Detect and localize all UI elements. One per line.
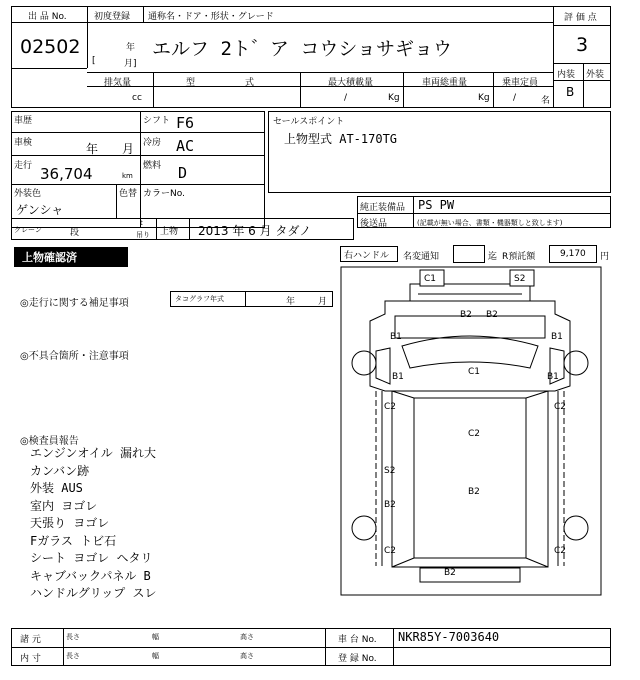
damage-mark: C2 (554, 402, 567, 412)
inspection-label: 車検 (14, 138, 33, 148)
defects-title: ◎不具合箇所・注意事項 (20, 351, 129, 362)
body-value: 2013 年 6 月 タダノ (198, 224, 312, 238)
recycle-label: R預託額 (502, 252, 536, 262)
spec-length-label: 長さ (66, 633, 80, 641)
spec-label: 諸 元 (20, 635, 41, 645)
ac-value: AC (176, 137, 195, 155)
body-label: 上物 (160, 227, 179, 237)
reg-month-unit: 月] (124, 59, 137, 69)
crane-ton: t (140, 219, 143, 227)
inspector-note: カンバン跡 (30, 463, 90, 478)
spec-width-label: 幅 (152, 633, 159, 641)
interior-length-label: 長さ (66, 652, 80, 660)
history-label: 車歴 (14, 116, 33, 126)
max-load-kg: Kg (388, 93, 400, 103)
tachograph-label: タコグラフ年式 (175, 295, 224, 303)
registration-label: 登 録 No. (338, 654, 377, 664)
vehicle-name-label: 通称名・ドア・形状・グレード (148, 12, 274, 22)
capacity-unit: 名 (541, 96, 551, 106)
chassis-label: 車 台 No. (338, 635, 377, 645)
driving-notes-title: ◎走行に関する補足事項 (20, 298, 129, 309)
body-confirmed-banner: 上物確認済 (14, 247, 128, 267)
ext-color-value: ゲンシャ (16, 203, 64, 217)
damage-mark: B1 (551, 332, 563, 342)
shift-value: F6 (176, 114, 195, 132)
interior-grade-label: 内装 (557, 70, 576, 80)
interior-grade: B (566, 85, 575, 99)
equipment-value: PS PW (418, 198, 455, 212)
ext-color-label: 外装色 (14, 189, 42, 199)
damage-mark: C2 (384, 402, 397, 412)
ac-label: 冷房 (143, 138, 162, 148)
inspector-note: キャブバックパネル B (30, 568, 151, 583)
mileage-label: 走行 (14, 161, 33, 171)
interior-height-label: 高さ (240, 652, 254, 660)
crane-label: クレーン (14, 226, 42, 234)
inspector-note: 天張り ヨゴレ (30, 516, 110, 530)
crane-stage: 段 (70, 228, 80, 238)
lot-number: 02502 (20, 36, 81, 58)
reg-month-open: [ (92, 56, 96, 66)
inspector-note: Fガラス トビ石 (30, 533, 117, 548)
tachograph-month: 月 (318, 297, 328, 307)
exterior-grade-label: 外装 (586, 70, 605, 80)
interior-dim-label: 内 寸 (20, 654, 41, 664)
inspector-note: エンジンオイル 漏れ大 (30, 446, 157, 460)
shift-label: シフト (143, 116, 171, 126)
damage-mark: B2 (486, 310, 498, 320)
aftermarket-note: (記載が無い場合、書類・機器類しと致します) (417, 219, 563, 227)
fuel-label: 燃料 (143, 161, 162, 171)
vehicle-name: エルフ 2ト゛ア コウショサギョウ (152, 38, 452, 60)
damage-mark: B1 (547, 372, 559, 382)
damage-mark: B2 (460, 310, 472, 320)
name-change-label: 名変通知 (403, 252, 440, 262)
steering-label: 右ハンドル (344, 251, 390, 261)
damage-mark: C1 (424, 274, 437, 284)
interior-width-label: 幅 (152, 652, 159, 660)
damage-mark: B1 (392, 372, 404, 382)
inspector-title: ◎検査員報告 (20, 436, 79, 447)
capacity-slash: / (513, 93, 517, 103)
inspection-year: 年 (86, 142, 99, 156)
capacity-label: 乗車定員 (502, 78, 539, 88)
damage-mark: B2 (384, 500, 396, 510)
gross-weight-kg: Kg (478, 93, 490, 103)
color-no-label: カラーNo. (143, 189, 185, 199)
name-change-date-box (453, 245, 485, 263)
lot-label: 出 品 No. (28, 12, 67, 22)
displacement-unit: cc (132, 93, 142, 103)
damage-mark: B2 (468, 487, 480, 497)
recycle-value: 9,170 (560, 249, 586, 259)
damage-mark: B2 (444, 568, 456, 578)
inspector-note: 室内 ヨゴレ (30, 498, 98, 513)
first-registration-label: 初度登録 (94, 12, 131, 22)
vehicle-damage-diagram (340, 266, 602, 596)
inspector-note: シート ヨゴレ ヘタリ (30, 551, 153, 565)
aftermarket-label: 後送品 (360, 219, 388, 229)
equipment-label: 純正装備品 (360, 203, 406, 213)
inspector-note: ハンドルグリップ スレ (30, 586, 157, 600)
color-change-label: 色替 (119, 189, 138, 199)
max-load-label: 最大積載量 (328, 78, 374, 88)
damage-mark: C2 (554, 546, 567, 556)
max-load-slash: / (344, 93, 348, 103)
inspector-note: 外装 AUS (30, 481, 83, 495)
reg-year-unit: 年 (126, 43, 136, 53)
fuel-value: D (178, 164, 188, 182)
damage-mark: S2 (514, 274, 526, 284)
gross-weight-label: 車両総重量 (422, 78, 468, 88)
model-label: 型 (186, 78, 196, 88)
spec-height-label: 高さ (240, 633, 254, 641)
displacement-label: 排気量 (104, 78, 132, 88)
mileage-value: 36,704 (40, 165, 93, 183)
overall-grade: 3 (576, 34, 589, 56)
grade-label: 評 価 点 (564, 13, 597, 23)
chassis-value: NKR85Y-7003640 (398, 630, 500, 644)
recycle-unit: 円 (600, 252, 610, 262)
sales-point-value: 上物型式 AT-170TG (284, 132, 398, 146)
damage-mark: S2 (384, 466, 396, 476)
damage-mark: C1 (468, 367, 481, 377)
sales-point-label: セールスポイント (273, 117, 345, 127)
damage-mark: B1 (390, 332, 402, 342)
mileage-unit: km (122, 172, 133, 180)
model-label-2: 式 (245, 78, 255, 88)
deadline-label: 迄 (488, 252, 498, 262)
inspection-month: 月 (122, 142, 135, 156)
damage-mark: C2 (384, 546, 397, 556)
tachograph-year: 年 (286, 297, 296, 307)
crane-hook: 吊り (136, 231, 150, 239)
damage-mark: C2 (468, 429, 481, 439)
